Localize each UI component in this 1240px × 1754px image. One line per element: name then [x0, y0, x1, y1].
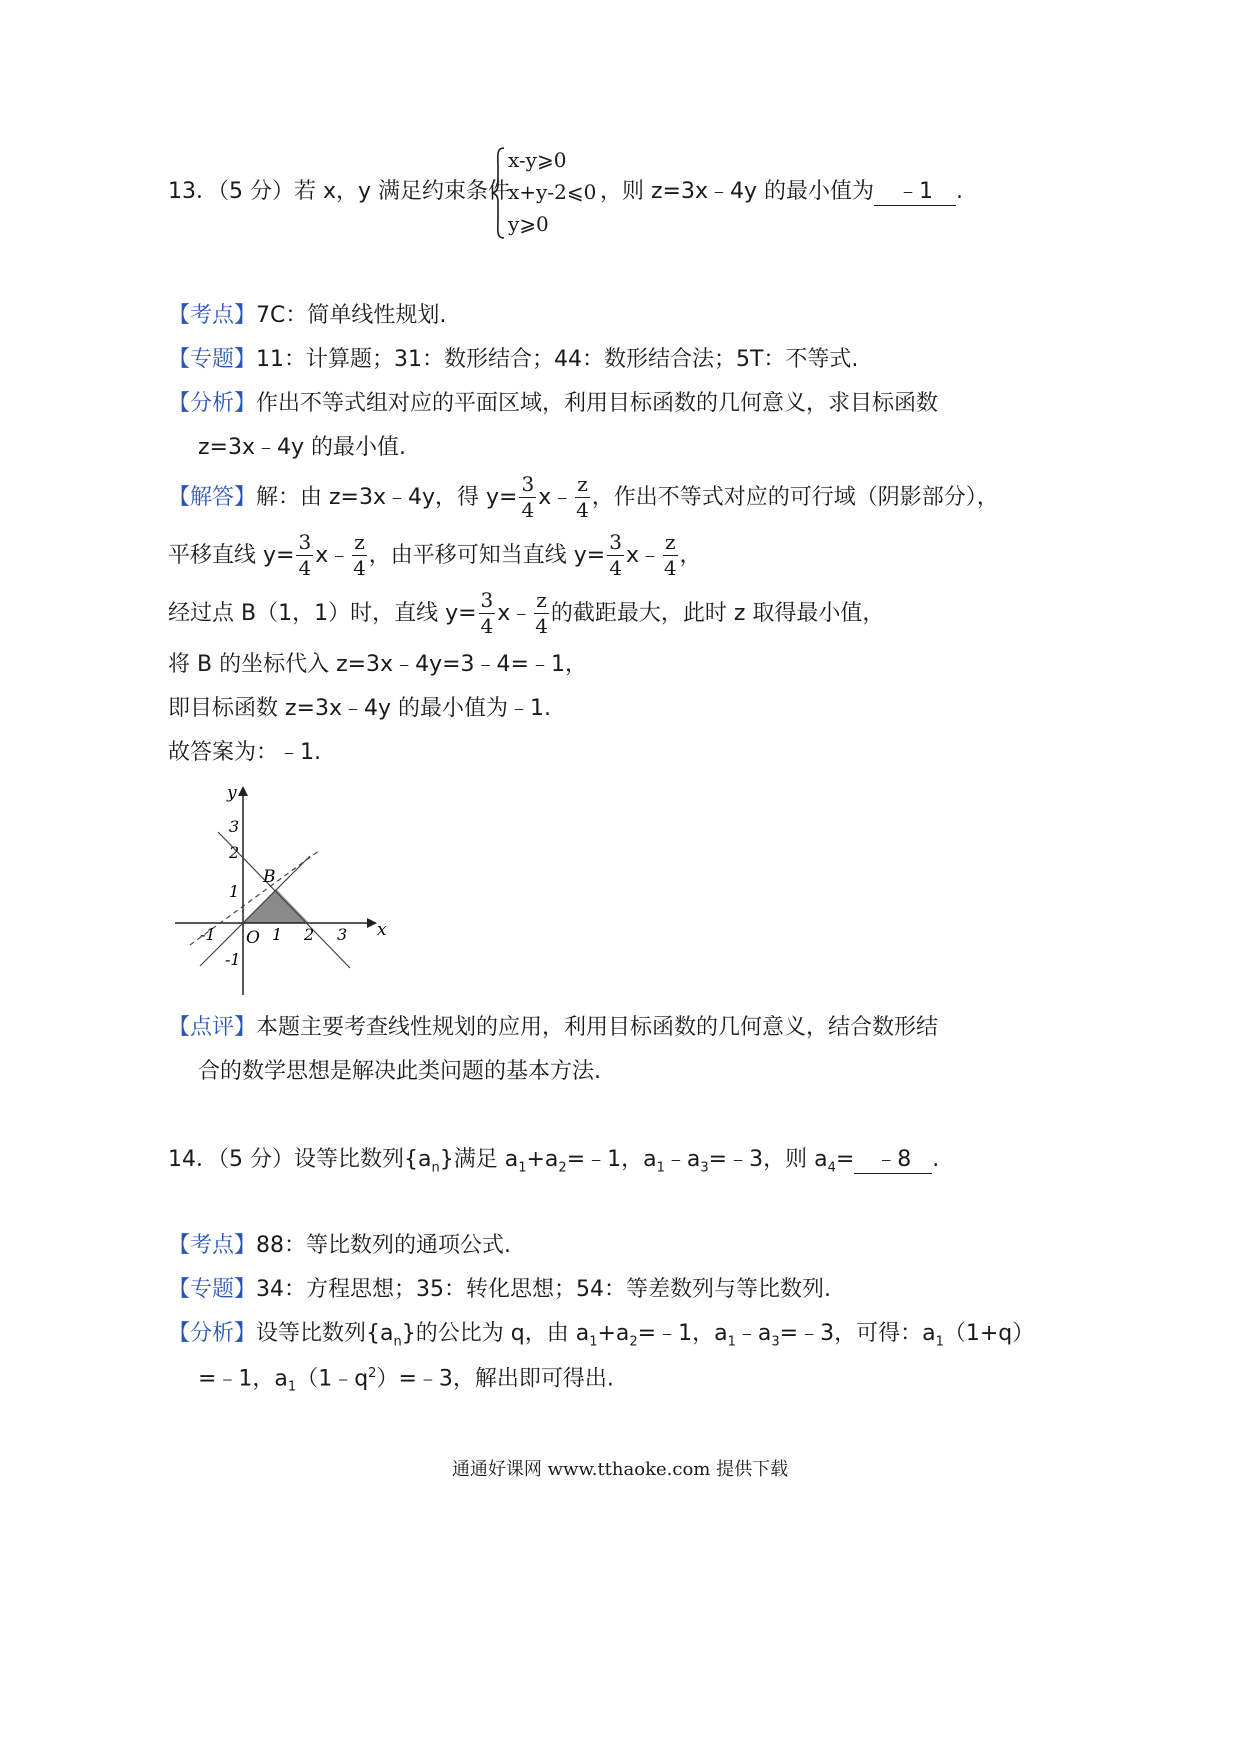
q14-zhuanti: 【专题】34：方程思想；35：转化思想；54：等差数列与等比数列. [168, 1277, 831, 1302]
zhuanti-text: 11：计算题；31：数形结合；44：数形结合法；5T：不等式. [256, 347, 859, 372]
kaodian-tag: 【考点】 [168, 1233, 257, 1258]
q13-jieda-line3: 经过点 B（1，1）时，直线 y= $\frac{3}{4}$ x﹣ $\frac{z}{4}$ 的截距最大，此时 z 取得最小值， [168, 588, 885, 638]
q13-dianping-line1: 【点评】本题主要考查线性规划的应用，利用目标函数的几何意义，结合数形结 [168, 1015, 939, 1040]
fraction-z-4: $\frac{z}{4}$ [663, 530, 677, 580]
fraction-z-4: $\frac{z}{4}$ [353, 530, 366, 580]
jieda-tag: 【解答】 [168, 484, 257, 510]
page-footer: 通通好课网 www.tthaoke.com 提供下载 [451, 1459, 789, 1480]
brace-icon [490, 146, 506, 240]
y-axis-arrow-icon [238, 786, 248, 796]
x-axis-arrow-icon [367, 918, 377, 928]
q14-fenxi-line2: =﹣1，$a_1(1﹣q^2)=﹣3$，解出即可得出. [198, 1366, 614, 1395]
fenxi-tag: 【分析】 [168, 1321, 257, 1346]
point-b-label: B [263, 867, 276, 887]
q13-lead: 若 x，y 满足约束条件 [294, 179, 511, 204]
fraction-3-4: $\frac{3}{4}$ [521, 472, 535, 522]
x-tick-3: 3 [337, 925, 348, 944]
q13-stem-tail [600, 181, 963, 206]
q13-answer-blank [874, 181, 956, 206]
y-tick-3: 3 [229, 817, 240, 836]
fenxi-tag: 【分析】 [168, 391, 257, 416]
q13-fenxi-line1 [168, 393, 938, 415]
fraction-3-4: $\frac{3}{4}$ [298, 530, 312, 580]
q13-jieda-line2: 平移直线 y= $\frac{3}{4}$ x﹣ $\frac{z}{4}$ ，由平移可知当直线 y= $\frac{3}{4}$ x﹣ $\frac{z}{4}$ ， [168, 530, 702, 580]
q13-fenxi-line2 [198, 437, 406, 459]
fraction-3-4: $\frac{3}{4}$ [609, 530, 622, 580]
constraint-3: y⩾0 [508, 212, 549, 236]
q14-stem: 14．（5 分）设等比数列$\{a_n\}$满足 $a_1+a_2=﹣1$，$a_1﹣a_3=﹣3$，则 $a_4=$ ﹣8 . [168, 1147, 940, 1176]
q14-answer: ﹣8 [875, 1147, 912, 1172]
q13-jieda-line4: 将 B 的坐标代入 z=3x﹣4y=3﹣4=﹣1， [168, 652, 587, 677]
y-tick-2: 2 [229, 843, 240, 862]
q13-dianping-line2: 合的数学思想是解决此类问题的基本方法. [198, 1059, 601, 1084]
constraint-2: x+y-2⩽0 [508, 180, 597, 204]
q13-stem [168, 181, 510, 203]
constraint-brace [490, 146, 506, 244]
fenxi-line2: z=3x﹣4y 的最小值. [198, 435, 407, 460]
q13-zhuanti [168, 349, 858, 371]
fraction-3-4: $\frac{3}{4}$ [480, 588, 494, 638]
x-axis-label: x [377, 920, 387, 940]
q13-jieda-line5: 即目标函数 z=3x﹣4y 的最小值为﹣1. [168, 696, 551, 721]
q13-number: 13． [168, 179, 218, 204]
y-axis-label: y [227, 783, 237, 803]
feasible-region-graph [170, 780, 400, 1000]
origin-label: O [246, 928, 260, 948]
feasible-region [243, 889, 309, 923]
q13-tail: ，则 z=3x﹣4y 的最小值为 [600, 179, 875, 204]
dianping-tag: 【点评】 [168, 1015, 257, 1040]
x-tick-2: 2 [304, 925, 315, 944]
q14-fenxi-line1: 【分析】设等比数列$\{a_n\}$的公比为 q，由 $a_1+a_2=﹣1$，$a_1﹣a_3=﹣3$，可得：$a_1(1+q)$ [168, 1321, 1035, 1350]
zhuanti-tag: 【专题】 [168, 1277, 257, 1302]
x-tick-1: 1 [272, 925, 283, 944]
y-tick-neg1: -1 [225, 950, 241, 969]
zhuanti-tag: 【专题】 [168, 347, 257, 372]
kaodian-text: 7C：简单线性规划. [256, 303, 447, 328]
fenxi-line1: 作出不等式组对应的平面区域，利用目标函数的几何意义，求目标函数 [256, 391, 939, 416]
q14-answer-blank [854, 1149, 932, 1174]
q13-end: . [956, 179, 964, 204]
q13-kaodian [168, 305, 446, 327]
q14-kaodian: 【考点】88：等比数列的通项公式. [168, 1233, 512, 1258]
constraint-1: x-y⩾0 [508, 148, 567, 172]
fraction-z-4: $\frac{z}{4}$ [535, 588, 548, 638]
fraction-z-4: $\frac{z}{4}$ [576, 472, 589, 522]
q13-jieda-line1: 【解答】 解：由 z=3x﹣4y，得 y= $\frac{3}{4}$ x﹣ $\frac{z}{4}$ ，作出不等式对应的可行域（阴影部分）， [168, 472, 999, 522]
y-tick-1: 1 [229, 882, 240, 901]
kaodian-tag: 【考点】 [168, 303, 257, 328]
q13-jieda-line6: 故答案为：﹣1. [168, 740, 321, 765]
x-tick-neg1: -1 [200, 925, 216, 944]
q13-score: （5 分） [218, 179, 294, 204]
q13-answer: ﹣1 [897, 179, 934, 204]
